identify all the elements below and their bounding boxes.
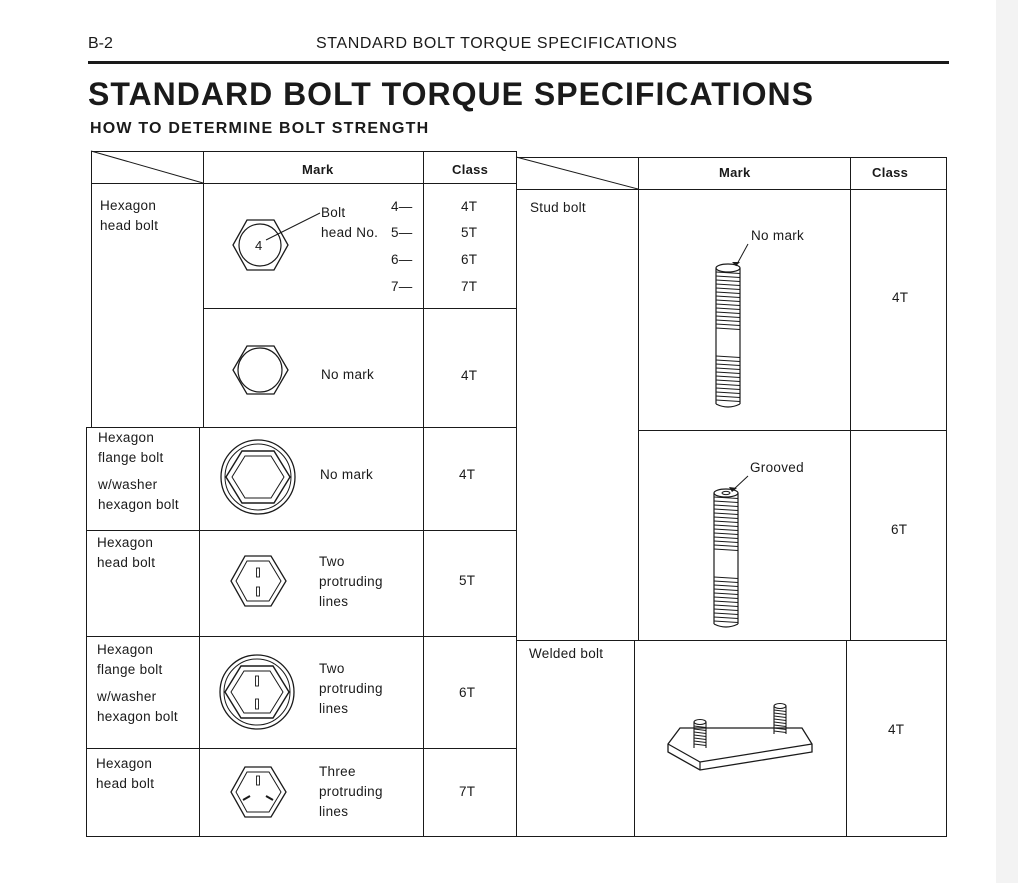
mark-column-header: Mark [302,162,334,177]
bolt-type-label: Hexagon [96,756,153,771]
bolt-type-label: Hexagon [97,535,154,550]
bolt-type-label: head bolt [96,776,155,791]
class-value: 4T [888,722,905,737]
mark-text: protruding [319,574,383,589]
bolt-type-label: flange bolt [98,450,164,465]
class-value: 6T [891,522,908,537]
class-value: 5T [461,225,478,240]
page-code: B-2 [88,35,113,52]
mark-column-header: Mark [719,165,751,180]
mark-text: lines [319,804,349,819]
mark-text: No mark [321,367,375,382]
head-number: 7— [391,279,413,294]
page-title: STANDARD BOLT TORQUE SPECIFICATIONS [88,76,814,112]
mark-text: Two [319,554,345,569]
class-value: 5T [459,573,476,588]
bolt-type-label: head bolt [97,555,156,570]
class-value: 4T [459,467,476,482]
class-value: 6T [459,685,476,700]
class-value: 4T [461,368,478,383]
class-column-header: Class [872,165,909,180]
mark-text: head No. [321,225,379,240]
class-column-header: Class [452,162,489,177]
bolt-type-label: Hexagon [98,430,155,445]
class-value: 6T [461,252,478,267]
stud-callout: Grooved [750,460,804,475]
bolt-type-label: w/washer [97,689,157,704]
mark-text: Three [319,764,356,779]
bolt-type-label: head bolt [100,218,159,233]
bolt-type-label: flange bolt [97,662,163,677]
head-number-marking: 4 [255,238,263,253]
running-title: STANDARD BOLT TORQUE SPECIFICATIONS [316,35,678,52]
head-number: 6— [391,252,413,267]
mark-text: Two [319,661,345,676]
mark-text: lines [319,594,349,609]
mark-text: protruding [319,681,383,696]
mark-text: Bolt [321,205,346,220]
bolt-type-label: Welded bolt [529,646,604,661]
bolt-type-label: Hexagon [100,198,157,213]
bolt-type-label: hexagon bolt [98,497,179,512]
bolt-type-label: hexagon bolt [97,709,178,724]
mark-text: No mark [320,467,374,482]
bolt-type-label: Stud bolt [530,200,586,215]
class-value: 7T [461,279,478,294]
scan-edge [996,0,1018,883]
bolt-type-label: Hexagon [97,642,154,657]
bolt-type-label: w/washer [98,477,158,492]
class-value: 4T [892,290,909,305]
stud-callout: No mark [751,228,805,243]
mark-text: protruding [319,784,383,799]
class-value: 7T [459,784,476,799]
class-value: 4T [461,199,478,214]
head-number: 4— [391,199,413,214]
section-subtitle: HOW TO DETERMINE BOLT STRENGTH [90,120,430,137]
mark-text: lines [319,701,349,716]
head-number: 5— [391,225,413,240]
